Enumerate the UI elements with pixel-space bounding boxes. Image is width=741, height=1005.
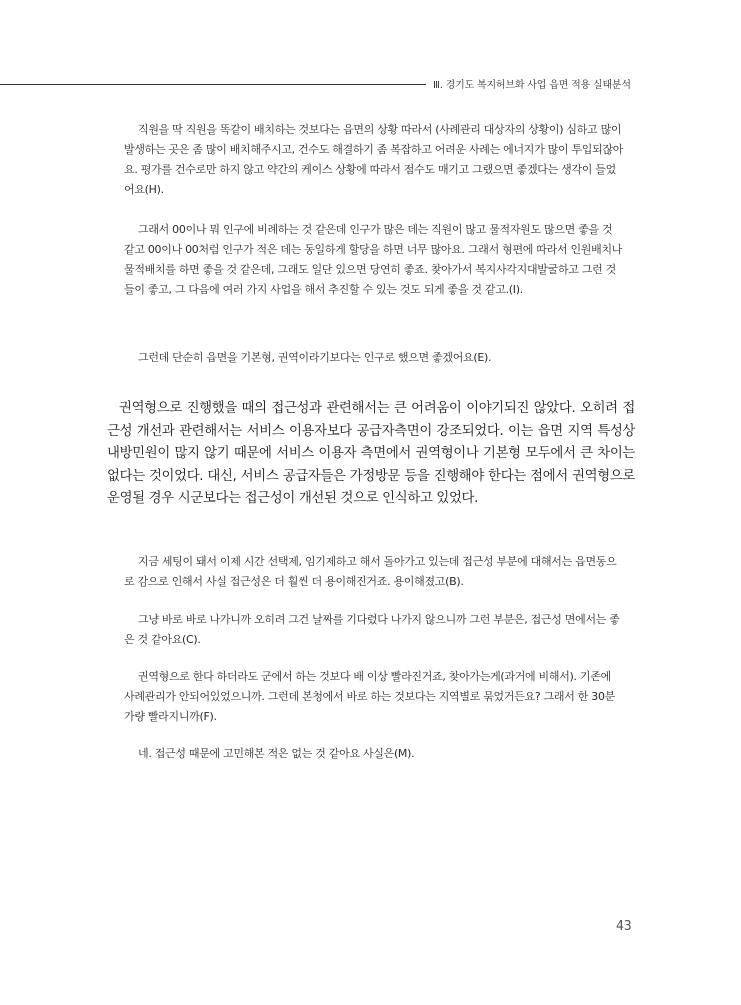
body-paragraph: 권역형으로 진행했을 때의 접근성과 관련해서는 큰 어려움이 이야기되진 않았다. 오히려 접근성 개선과 관련해서는 서비스 이용자보다 공급자측면이 강조되었다. 이는 읍면 지역 특성상 내방민원이 많지 않기 때문에 서비스 이용자 측면에서 권역형이나 기본형 모두에서 큰 차이는 없다는 것이었다. 대신, 서비스 공급자들은 가정방문 등을 진행해야 한다는 점에서 권역형으로 운영될 경우 시군보다는 접근성이 개선된 것으로 인식하고 있었다. — [107, 401, 635, 506]
interview-quote: 네. 접근성 때문에 고민해본 적은 없는 것 같아요 사실은(M). — [138, 747, 415, 760]
interview-quote: 그런데 단순히 읍면을 기본형, 권역이라기보다는 인구로 했으면 좋겠어요(E). — [138, 351, 492, 364]
interview-quote: 직원을 딱 직원을 똑같이 배치하는 것보다는 읍면의 상황 따라서 (사례관리 대상자의 상황이) 심하고 많이 발생하는 곳은 좀 많이 배치해주시고, 건수도 해결하기 좀 복잡하고 어려운 사례는 에너지가 많이 투입되잖아요. 평가를 건수로만 하지 않고 약간의 케이스 상황에 따라서 점수도 매기고 그랬으면 좋겠다는 생각이 들었어요(H). — [124, 123, 624, 196]
page-number: 43 — [616, 919, 632, 934]
header-rule — [0, 84, 426, 85]
interview-quote: 지금 세팅이 돼서 이제 시간 선택제, 임기제하고 해서 돌아가고 있는데 접근성 부분에 대해서는 읍면동으로 감으로 인해서 사실 접근성은 더 훨씬 더 용이해진거죠. 용이해졌고(B). — [124, 555, 617, 588]
running-title: Ⅲ. 경기도 복지허브화 사업 읍면 적용 실태분석 — [433, 80, 631, 91]
interview-quote: 권역형으로 한다 하더라도 군에서 하는 것보다 배 이상 빨라진거죠, 찾아가는게(과거에 비해서). 기존에 사례관리가 안되어있었으니까. 그런데 본청에서 바로 하는 것보다는 지역별로 묶었거든요? 그래서 한 30분 가량 빨라지니까(F). — [124, 670, 615, 723]
interview-quote: 그냥 바로 바로 나가니까 오히려 그건 날짜를 기다렸다 나가지 않으니까 그런 부분은, 접근성 면에서는 좋은 것 같아요(C). — [124, 613, 620, 646]
interview-quote: 그래서 00이나 뭐 인구에 비례하는 것 같은데 인구가 많은 데는 직원이 많고 물적자원도 많으면 좋을 것 같고 00이나 00처럼 인구가 적은 데는 동일하게 할당을 하면 너무 많아요. 그래서 형편에 따라서 인원배치나 물적배치를 하면 좋을 것 같은데, 그래도 일단 있으면 당연히 좋죠. 찾아가서 복지사각지대발굴하고 그런 것들이 좋고, 그 다음에 여러 가지 사업을 해서 추진할 수 있는 것도 되게 좋을 것 같고.(I). — [124, 223, 623, 296]
